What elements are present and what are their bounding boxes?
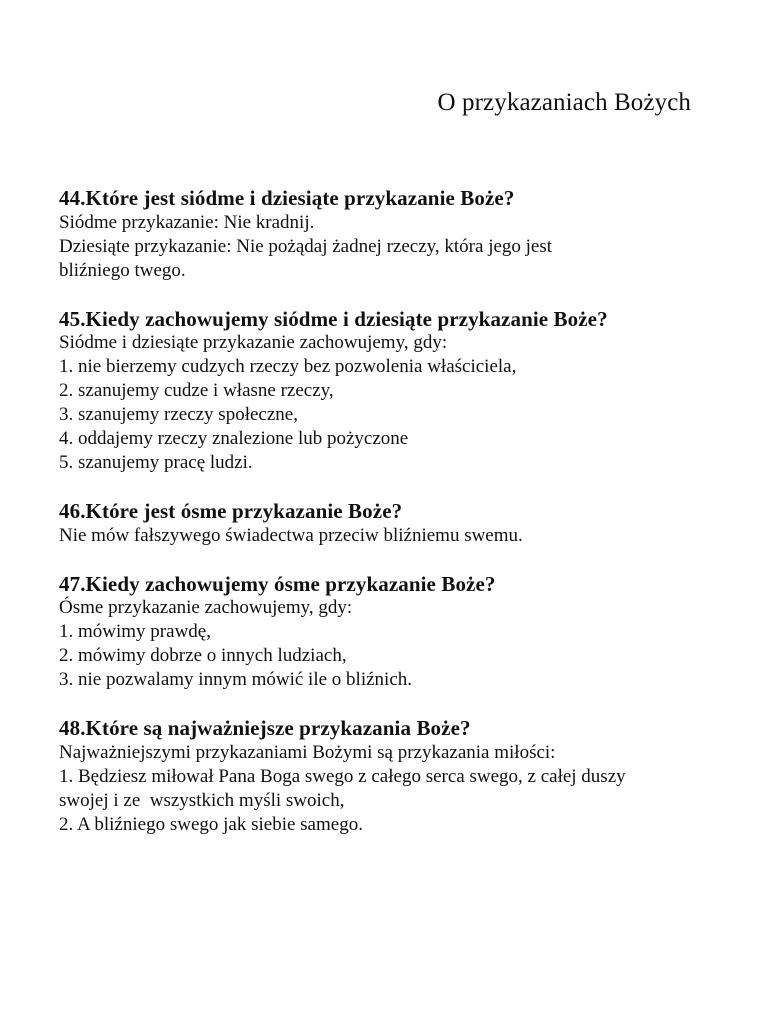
answer-line: bliźniego twego. [59, 259, 186, 281]
question-heading: 45.Kiedy zachowujemy siódme i dziesiąte przykazanie Boże? [59, 306, 608, 331]
answer-line: 4. oddajemy rzeczy znalezione lub pożyczone [59, 428, 409, 449]
answer-line: Ósme przykazanie zachowujemy, gdy: [59, 597, 353, 618]
question-section-48 [59, 716, 739, 837]
answer-line: Dziesiąte przykazanie: Nie pożądaj żadnej rzeczy, która jego jest [59, 235, 553, 257]
page-title: O przykazaniach Bożych [437, 89, 691, 116]
question-heading: 44.Które jest siódme i dziesiąte przykazanie Boże? [59, 186, 515, 210]
answer-line: 2. mówimy dobrze o innych ludziach, [59, 645, 347, 666]
answer-line: 5. szanujemy pracę ludzi. [59, 452, 253, 473]
question-heading: 48.Które są najważniejsze przykazania Boże? [59, 716, 471, 740]
answer-line: Siódme przykazanie: Nie kradnij. [59, 211, 315, 233]
question-section-45 [59, 307, 739, 476]
question-section-46 [59, 499, 739, 548]
answer-line: 3. szanujemy rzeczy społeczne, [59, 404, 298, 425]
answer-line: 1. Będziesz miłował Pana Boga swego z całego serca swego, z całej duszy [59, 765, 626, 787]
answer-line: 2. A bliźniego swego jak siebie samego. [59, 813, 363, 835]
answer-line: 2. szanujemy cudze i własne rzeczy, [59, 380, 334, 401]
answer-line: 1. mówimy prawdę, [59, 621, 211, 642]
answer-line: Siódme i dziesiąte przykazanie zachowujemy, gdy: [59, 332, 448, 353]
question-heading: 46.Które jest ósme przykazanie Boże? [59, 499, 403, 523]
question-heading: 47.Kiedy zachowujemy ósme przykazanie Boże? [59, 571, 496, 596]
answer-line: Najważniejszymi przykazaniami Bożymi są przykazania miłości: [59, 741, 556, 763]
question-section-44 [59, 186, 739, 283]
answer-line: 3. nie pozwalamy innym mówić ile o bliźnich. [59, 669, 413, 690]
catechism-content [59, 186, 739, 861]
question-section-47 [59, 572, 739, 693]
answer-line: Nie mów fałszywego świadectwa przeciw bliźniemu swemu. [59, 524, 523, 546]
answer-line: swojej i ze wszystkich myśli swoich, [59, 789, 345, 811]
answer-line: 1. nie bierzemy cudzych rzeczy bez pozwolenia właściciela, [59, 356, 517, 377]
